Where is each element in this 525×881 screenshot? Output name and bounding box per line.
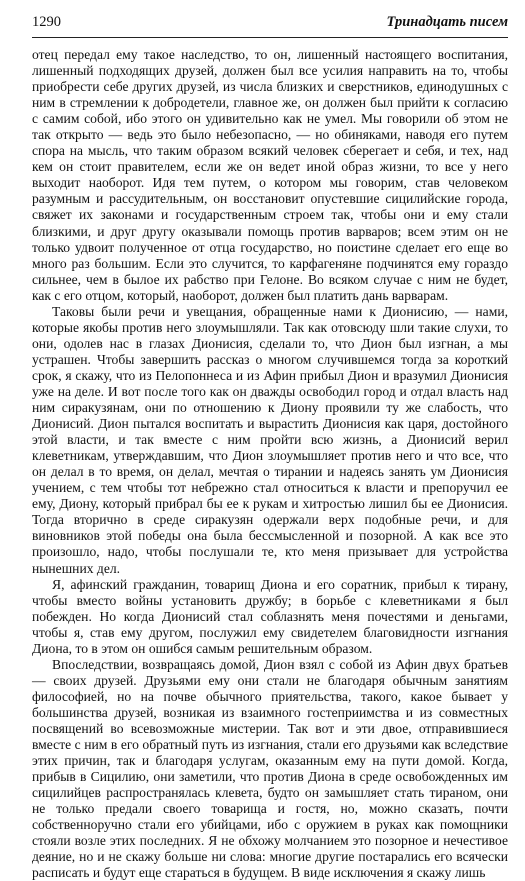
paragraph: отец передал ему такое наследство, то он, лишенный настоящего воспитания, лишенный подходящих друзей, должен был все усилия направить на то, чтобы приобрести себе других друзей, из числа близких и сверстников, единодушных с ним в стремлении к добродетели, главное же, он должен был прийти к согласию с самим собой, ибо этого он удивительно как не умел. Мы говорили об этом не так открыто — ведь это было небезопасно, — но обиняками, наводя его путем спора на мысль, что таким образом всякий человек сберегает и себя, и тех, над кем он стоит правителем, если же он ведет иной образ жизни, то все у него выходит наоборот. Идя тем путем, о котором мы говорим, став человеком разумным и рассудительным, он восстановит опустевшие сицилийские города, свяжет их законами и государственным строем так, чтобы они и ему стали близкими, и друг другу оказывали помощь против варваров; всем этим он не только удвоит полученное от отца государство, но поистине сделает его еще во много раз большим. Если это случится, то карфагеняне подчинятся ему гораздо сильнее, чем в былое их рабство при Гелоне. Во всяком случае с ним не будет, как с его отцом, который, наоборот, должен был платить дань варварам. xyxy=(32,47,508,303)
running-header xyxy=(32,14,508,36)
page-body xyxy=(32,47,508,881)
paragraph: Впоследствии, возвращаясь домой, Дион взял с собой из Афин двух братьев — своих друзей. Друзьями ему они стали не благодаря обычным занятиям философией, но на почве обычного приятельства, такого, какое бывает у большинства друзей, возникая из взаимного гостеприимства и из совместных посвящений во всевозможные мистерии. Так вот и эти двое, отправившиеся вместе с ним в его обратный путь из изгнания, стали его друзьями как вследствие этих причин, так и благодаря услугам, оказанным ему на пути домой. Когда, прибыв в Сицилию, они заметили, что против Диона в среде освобожденных им сицилийцев распространялась клевета, будто он замышляет стать тираном, они не только предали своего товарища и гостя, но, можно сказать, почти собственноручно стали его убийцами, ибо с оружием в руках как помощники стояли возле этих последних. Я не обхожу молчанием это позорное и нечестивое деяние, но и не скажу больше ни слова: многие другие постарались его всячески расписать и будут еще стараться в будущем. В виде исключения я скажу лишь xyxy=(32,656,508,881)
page-number: 1290 xyxy=(32,14,61,30)
running-title: Тринадцать писем xyxy=(386,14,508,30)
paragraph: Таковы были речи и увещания, обращенные нами к Дионисию, — нами, которые якобы против него злоумышляли. Так как отовсюду шли такие слухи, то они, одолев нас в глазах Дионисия, сделали то, что Дион был изгнан, а мы устрашен. Чтобы завершить рассказ о многом случившемся тогда за короткий срок, я скажу, что из Пелопоннеса и из Афин прибыл Дион и вразумил Дионисия уже на деле. И вот после того как он дважды освободил город и отдал власть над ним сиракузянам, они по отношению к Диону проявили ту же слабость, что Дионисий. Дион пытался воспитать и вырастить Дионисия как царя, достойного этой власти, и так вместе с ним пройти всю жизнь, а Дионисий верил клеветникам, утверждавшим, что Дион злоумышляет против него и что все, что он делал в то время, он делал, мечтая о тирании и надеясь занять ум Дионисия учением, с тем чтобы тот небрежно стал относиться к власти и препоручил ее ему, Диону, который прибрал бы ее к рукам и хитростью лишил бы ее Дионисия. Тогда вторично в среде сиракузян одержали верх подобные речи, и для виновников этой победы она была бессмысленной и позорной. А как все это произошло, надо, чтобы послушали те, кто меня призывает для устройства нынешних дел. xyxy=(32,303,508,576)
paragraph: Я, афинский гражданин, товарищ Диона и его соратник, прибыл к тирану, чтобы вместо войны установить дружбу; в борьбе с клеветниками я был побежден. Но когда Дионисий стал соблазнять меня почестями и деньгами, чтобы я, став ему другом, послужил ему свидетелем благовидности изгнания Диона, то в этом он ошибся самым решительным образом. xyxy=(32,576,508,656)
header-rule xyxy=(32,37,508,38)
